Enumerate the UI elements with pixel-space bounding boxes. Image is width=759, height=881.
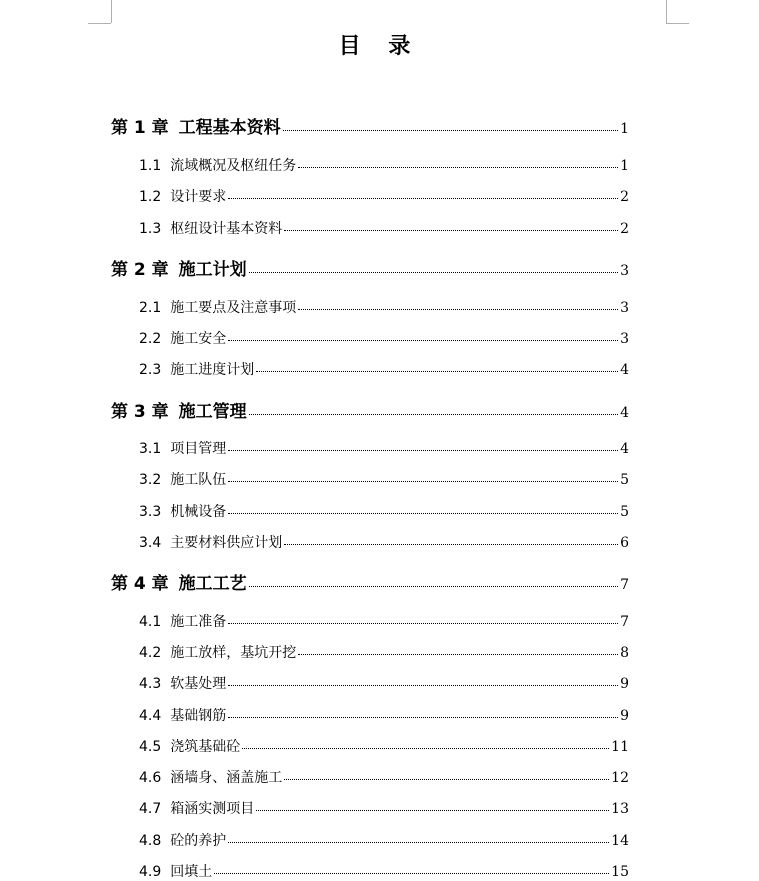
entry-title: 软基处理	[170, 676, 227, 692]
entry-page-number: 15	[611, 864, 629, 880]
dot-leader	[283, 116, 618, 131]
toc-chapter-entry[interactable]	[111, 113, 629, 138]
toc-section-entry[interactable]	[139, 611, 629, 631]
entry-number: 4.4	[139, 708, 162, 724]
entry-title: 流域概况及枢纽任务	[170, 158, 297, 174]
entry-page-number: 6	[620, 535, 629, 551]
dot-leader	[228, 329, 618, 341]
entry-title: 回填土	[170, 864, 213, 880]
entry-page-number: 1	[620, 158, 629, 174]
entry-number: 4.3	[139, 676, 162, 692]
entry-title: 机械设备	[170, 504, 227, 520]
toc-section-entry[interactable]	[139, 861, 629, 881]
page-corner-mark	[666, 23, 689, 24]
entry-number: 3.4	[139, 535, 162, 551]
toc-section-entry[interactable]	[139, 359, 629, 379]
entry-page-number: 4	[620, 441, 629, 457]
toc-section-entry[interactable]	[139, 297, 629, 317]
entry-title: 施工管理	[178, 402, 247, 422]
entry-number: 4.5	[139, 739, 162, 755]
toc-section-entry[interactable]	[139, 469, 629, 489]
entry-title: 浇筑基础砼	[170, 739, 241, 755]
entry-number: 1.3	[139, 221, 162, 237]
toc-chapter-entry[interactable]	[111, 569, 629, 594]
entry-number: 3.2	[139, 472, 162, 488]
entry-number: 第 4 章	[111, 574, 169, 594]
page-corner-mark	[88, 23, 111, 24]
page-corner-mark	[111, 0, 112, 23]
entry-number: 3.3	[139, 504, 162, 520]
dot-leader	[249, 400, 618, 415]
toc-section-entry[interactable]	[139, 736, 629, 756]
entry-page-number: 5	[620, 504, 629, 520]
toc-section-entry[interactable]	[139, 501, 629, 521]
entry-number: 2.1	[139, 300, 162, 316]
toc-section-entry[interactable]	[139, 218, 629, 238]
dot-leader	[298, 156, 618, 168]
page-corner-mark	[666, 0, 667, 23]
toc-section-entry[interactable]	[139, 186, 629, 206]
dot-leader	[256, 360, 618, 372]
entry-title: 施工放样，基坑开挖	[170, 645, 297, 661]
entry-number: 第 3 章	[111, 402, 169, 422]
dot-leader	[228, 674, 618, 686]
entry-page-number: 3	[620, 263, 629, 279]
entry-page-number: 11	[611, 739, 629, 755]
entry-number: 1.1	[139, 158, 162, 174]
entry-title: 施工准备	[170, 614, 227, 630]
entry-number: 4.6	[139, 770, 162, 786]
entry-number: 4.2	[139, 645, 162, 661]
dot-leader	[298, 643, 618, 655]
toc-chapter-entry[interactable]	[111, 255, 629, 280]
dot-leader	[284, 533, 618, 545]
entry-title: 工程基本资料	[178, 118, 281, 138]
entry-title: 施工安全	[170, 331, 227, 347]
entry-page-number: 2	[620, 221, 629, 237]
toc-title: 目 录	[338, 34, 421, 59]
entry-page-number: 5	[620, 472, 629, 488]
dot-leader	[284, 768, 609, 780]
toc-section-entry[interactable]	[139, 642, 629, 662]
dot-leader	[214, 862, 609, 874]
entry-page-number: 7	[620, 614, 629, 630]
entry-number: 4.1	[139, 614, 162, 630]
dot-leader	[242, 737, 609, 749]
entry-page-number: 13	[611, 801, 629, 817]
toc-section-entry[interactable]	[139, 155, 629, 175]
entry-number: 1.2	[139, 189, 162, 205]
entry-number: 2.2	[139, 331, 162, 347]
entry-title: 施工队伍	[170, 472, 227, 488]
toc-section-entry[interactable]	[139, 830, 629, 850]
entry-number: 第 1 章	[111, 118, 169, 138]
dot-leader	[256, 799, 609, 811]
entry-page-number: 9	[620, 708, 629, 724]
entry-page-number: 8	[620, 645, 629, 661]
dot-leader	[298, 298, 618, 310]
dot-leader	[249, 572, 618, 587]
entry-title: 涵墙身、涵盖施工	[170, 770, 283, 786]
entry-title: 设计要求	[170, 189, 227, 205]
entry-title: 砼的养护	[170, 833, 227, 849]
entry-title: 箱涵实测项目	[170, 801, 255, 817]
entry-page-number: 3	[620, 300, 629, 316]
dot-leader	[228, 706, 618, 718]
entry-page-number: 4	[620, 362, 629, 378]
entry-number: 4.9	[139, 864, 162, 880]
entry-title: 施工计划	[178, 260, 247, 280]
dot-leader	[284, 219, 618, 231]
toc-section-entry[interactable]	[139, 767, 629, 787]
toc-section-entry[interactable]	[139, 438, 629, 458]
entry-title: 枢纽设计基本资料	[170, 221, 283, 237]
toc-section-entry[interactable]	[139, 673, 629, 693]
dot-leader	[228, 187, 618, 199]
toc-section-entry[interactable]	[139, 328, 629, 348]
entry-number: 2.3	[139, 362, 162, 378]
dot-leader	[228, 470, 618, 482]
toc-chapter-entry[interactable]	[111, 397, 629, 422]
entry-title: 主要材料供应计划	[170, 535, 283, 551]
entry-number: 3.1	[139, 441, 162, 457]
dot-leader	[249, 258, 618, 273]
toc-section-entry[interactable]	[139, 532, 629, 552]
entry-page-number: 3	[620, 331, 629, 347]
entry-page-number: 9	[620, 676, 629, 692]
entry-title: 施工工艺	[178, 574, 247, 594]
toc-section-entry[interactable]	[139, 798, 629, 818]
entry-title: 基础钢筋	[170, 708, 227, 724]
entry-page-number: 14	[611, 833, 629, 849]
dot-leader	[228, 612, 618, 624]
entry-page-number: 4	[620, 405, 629, 421]
entry-number: 4.8	[139, 833, 162, 849]
toc-section-entry[interactable]	[139, 705, 629, 725]
entry-title: 施工要点及注意事项	[170, 300, 297, 316]
entry-number: 第 2 章	[111, 260, 169, 280]
dot-leader	[228, 831, 609, 843]
dot-leader	[228, 502, 618, 514]
entry-title: 项目管理	[170, 441, 227, 457]
entry-number: 4.7	[139, 801, 162, 817]
entry-title: 施工进度计划	[170, 362, 255, 378]
entry-page-number: 12	[611, 770, 629, 786]
entry-page-number: 1	[620, 121, 629, 137]
entry-page-number: 2	[620, 189, 629, 205]
entry-page-number: 7	[620, 577, 629, 593]
dot-leader	[228, 439, 618, 451]
